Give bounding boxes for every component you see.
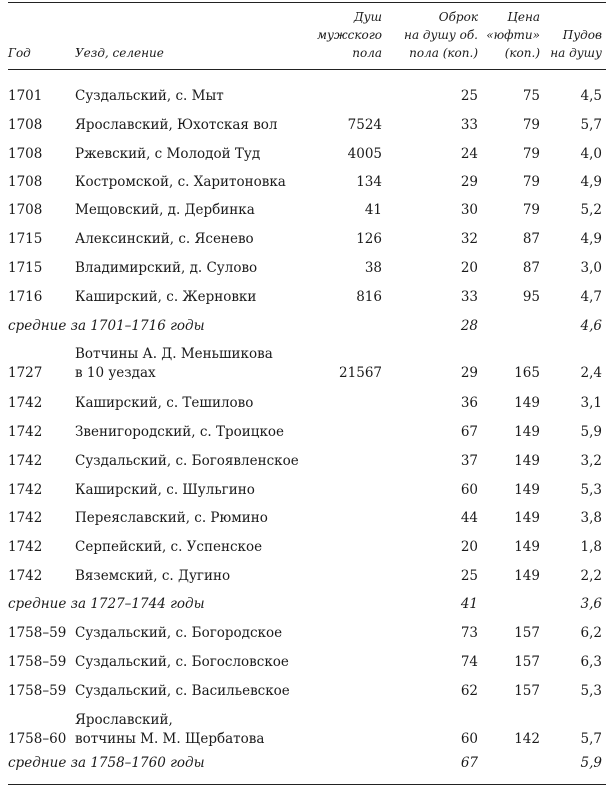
row-year: 1708 (8, 174, 43, 190)
bottom-rule (8, 784, 606, 785)
row-obrok: 33 (460, 289, 478, 305)
row-obrok: 30 (460, 202, 478, 218)
header-souls-1: Душ (353, 10, 382, 24)
row-obrok: 29 (460, 174, 478, 190)
row-year: 1742 (8, 568, 43, 584)
row-year: 1742 (8, 395, 43, 411)
row-price: 149 (514, 568, 540, 584)
row-year: 1758–59 (8, 654, 67, 670)
row-obrok: 20 (460, 539, 478, 555)
average-obrok: 67 (460, 755, 478, 771)
row-year: 1742 (8, 539, 43, 555)
row-year: 1708 (8, 202, 43, 218)
row-poods: 1,8 (580, 539, 602, 555)
row-place: Суздальский, с. Богоявленское (75, 453, 299, 469)
top-rule (8, 2, 606, 3)
row-obrok: 60 (460, 482, 478, 498)
header-obrok-2: на душу об. (404, 28, 478, 42)
row-poods: 6,2 (580, 625, 602, 641)
row-obrok: 44 (460, 510, 478, 526)
row-obrok: 25 (460, 568, 478, 584)
row-poods: 4,5 (580, 88, 602, 104)
row-price: 165 (514, 365, 540, 381)
row-place: Переяславский, с. Рюмино (75, 510, 268, 526)
average-poods: 3,6 (580, 596, 602, 612)
row-poods: 5,9 (580, 424, 602, 440)
row-poods: 5,7 (580, 117, 602, 133)
row-price: 75 (522, 88, 540, 104)
row-souls: 38 (364, 260, 382, 276)
row-place: Суздальский, с. Мыт (75, 88, 224, 104)
row-price: 149 (514, 539, 540, 555)
average-label: средние за 1758–1760 годы (8, 755, 205, 771)
row-souls: 41 (364, 202, 382, 218)
row-year: 1758–60 (8, 731, 67, 747)
header-obrok-3: пола (коп.) (409, 46, 478, 60)
row-place: Ржевский, с Молодой Туд (75, 146, 261, 162)
row-place-line-1: Вотчины А. Д. Меньшикова (75, 346, 273, 362)
row-year: 1708 (8, 146, 43, 162)
header-price-1: Цена (507, 10, 540, 24)
row-price: 157 (514, 654, 540, 670)
row-poods: 4,9 (580, 231, 602, 247)
average-obrok: 41 (460, 596, 478, 612)
row-price: 87 (522, 231, 540, 247)
row-price: 79 (522, 146, 540, 162)
row-year: 1742 (8, 482, 43, 498)
row-obrok: 73 (460, 625, 478, 641)
row-price: 157 (514, 683, 540, 699)
average-obrok: 28 (460, 318, 478, 334)
row-poods: 6,3 (580, 654, 602, 670)
header-district: Уезд, селение (75, 46, 164, 60)
row-place: Каширский, с. Жерновки (75, 289, 257, 305)
row-place: Каширский, с. Шульгино (75, 482, 255, 498)
row-obrok: 24 (460, 146, 478, 162)
row-souls: 816 (356, 289, 382, 305)
row-poods: 5,3 (580, 683, 602, 699)
row-price: 87 (522, 260, 540, 276)
row-price: 149 (514, 424, 540, 440)
header-poods-1: Пудов (562, 28, 602, 42)
row-price: 95 (522, 289, 540, 305)
header-rule (8, 69, 606, 70)
row-souls: 21567 (339, 365, 382, 381)
row-obrok: 25 (460, 88, 478, 104)
row-souls: 4005 (347, 146, 382, 162)
row-poods: 2,4 (580, 365, 602, 381)
row-year: 1742 (8, 424, 43, 440)
row-obrok: 37 (460, 453, 478, 469)
row-price: 157 (514, 625, 540, 641)
row-year: 1758–59 (8, 625, 67, 641)
row-obrok: 29 (460, 365, 478, 381)
header-poods-2: на душу (550, 46, 602, 60)
row-year: 1715 (8, 260, 43, 276)
row-price: 149 (514, 453, 540, 469)
row-place: Вяземский, с. Дугино (75, 568, 231, 584)
row-year: 1715 (8, 231, 43, 247)
row-obrok: 74 (460, 654, 478, 670)
row-place: Костромской, с. Харитоновка (75, 174, 286, 190)
average-poods: 5,9 (580, 755, 602, 771)
header-year: Год (8, 46, 31, 60)
row-place: Суздальский, с. Васильевское (75, 683, 290, 699)
row-place-line-2: в 10 уездах (75, 365, 156, 381)
row-obrok: 33 (460, 117, 478, 133)
row-year: 1701 (8, 88, 43, 104)
header-price-2: «юфти» (486, 28, 540, 42)
row-poods: 5,3 (580, 482, 602, 498)
row-year: 1742 (8, 510, 43, 526)
row-poods: 5,2 (580, 202, 602, 218)
row-price: 149 (514, 510, 540, 526)
row-poods: 3,2 (580, 453, 602, 469)
row-poods: 3,8 (580, 510, 602, 526)
row-year: 1758–59 (8, 683, 67, 699)
average-label: средние за 1727–1744 годы (8, 596, 205, 612)
row-poods: 3,0 (580, 260, 602, 276)
row-poods: 4,9 (580, 174, 602, 190)
row-souls: 126 (356, 231, 382, 247)
row-place-line-1: Ярославский, (75, 712, 173, 728)
row-year: 1716 (8, 289, 43, 305)
row-place-line-2: вотчины М. М. Щербатова (75, 731, 265, 747)
row-place: Мещовский, д. Дербинка (75, 202, 255, 218)
row-obrok: 36 (460, 395, 478, 411)
row-obrok: 32 (460, 231, 478, 247)
row-price: 149 (514, 395, 540, 411)
row-place: Звенигородский, с. Троицкое (75, 424, 285, 440)
row-place: Владимирский, д. Сулово (75, 260, 258, 276)
row-place: Суздальский, с. Богословское (75, 654, 289, 670)
row-obrok: 60 (460, 731, 478, 747)
row-obrok: 20 (460, 260, 478, 276)
header-obrok-1: Оброк (438, 10, 478, 24)
row-poods: 2,2 (580, 568, 602, 584)
average-poods: 4,6 (580, 318, 602, 334)
row-souls: 134 (356, 174, 382, 190)
row-place: Ярославский, Юхотская вол (75, 117, 278, 133)
row-year: 1742 (8, 453, 43, 469)
row-price: 142 (514, 731, 540, 747)
row-obrok: 67 (460, 424, 478, 440)
row-place: Каширский, с. Тешилово (75, 395, 254, 411)
row-poods: 4,0 (580, 146, 602, 162)
row-obrok: 62 (460, 683, 478, 699)
row-place: Суздальский, с. Богородское (75, 625, 283, 641)
row-souls: 7524 (347, 117, 382, 133)
header-souls-2: мужского (317, 28, 382, 42)
row-price: 79 (522, 117, 540, 133)
row-year: 1708 (8, 117, 43, 133)
average-label: средние за 1701–1716 годы (8, 318, 205, 334)
row-price: 79 (522, 174, 540, 190)
row-year: 1727 (8, 365, 43, 381)
row-price: 79 (522, 202, 540, 218)
row-price: 149 (514, 482, 540, 498)
row-poods: 3,1 (580, 395, 602, 411)
row-poods: 4,7 (580, 289, 602, 305)
row-poods: 5,7 (580, 731, 602, 747)
header-souls-3: пола (352, 46, 382, 60)
row-place: Серпейский, с. Успенское (75, 539, 263, 555)
row-place: Алексинский, с. Ясенево (75, 231, 254, 247)
header-price-3: (коп.) (504, 46, 540, 60)
